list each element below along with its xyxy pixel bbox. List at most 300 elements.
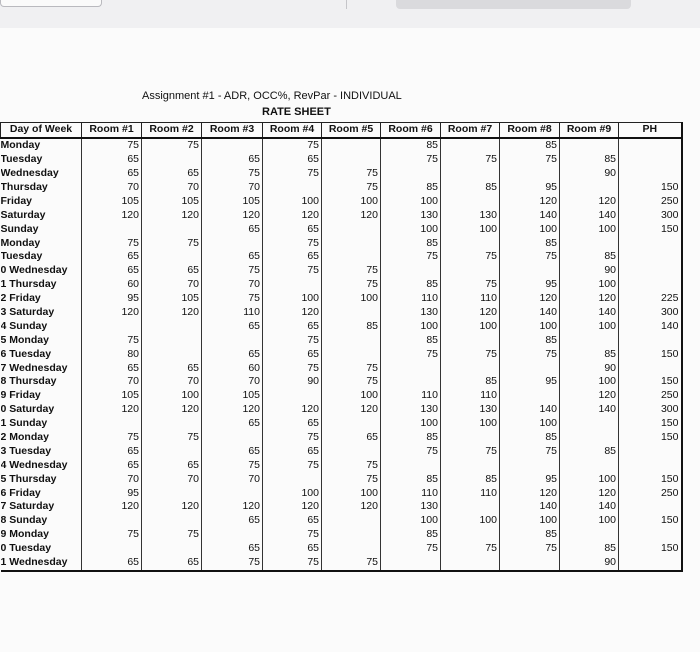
rate-cell[interactable]: 110: [202, 306, 263, 320]
rate-cell[interactable]: 300: [619, 403, 682, 417]
rate-cell[interactable]: 75: [322, 472, 381, 486]
rate-cell[interactable]: 70: [142, 181, 202, 195]
rate-cell[interactable]: 60: [82, 278, 142, 292]
rate-cell[interactable]: 65: [82, 444, 142, 458]
rate-cell[interactable]: 65: [263, 222, 322, 236]
rate-cell[interactable]: 140: [619, 319, 682, 333]
rate-cell[interactable]: 100: [560, 319, 619, 333]
rate-cell[interactable]: 120: [202, 208, 263, 222]
rate-cell[interactable]: 75: [500, 347, 560, 361]
rate-cell[interactable]: 65: [263, 250, 322, 264]
rate-cell[interactable]: 75: [202, 458, 263, 472]
rate-cell[interactable]: 65: [142, 167, 202, 181]
rate-cell[interactable]: 100: [381, 514, 441, 528]
rate-cell[interactable]: 70: [142, 375, 202, 389]
rate-cell[interactable]: 75: [381, 250, 441, 264]
rate-cell[interactable]: 90: [263, 375, 322, 389]
rate-cell[interactable]: [322, 347, 381, 361]
rate-cell[interactable]: 75: [322, 556, 381, 571]
rate-cell[interactable]: 100: [500, 514, 560, 528]
rate-cell[interactable]: 100: [560, 222, 619, 236]
rate-cell[interactable]: 100: [381, 319, 441, 333]
rate-cell[interactable]: 70: [202, 472, 263, 486]
rate-cell[interactable]: 100: [322, 292, 381, 306]
rate-cell[interactable]: 75: [500, 153, 560, 167]
rate-cell[interactable]: [560, 417, 619, 431]
rate-cell[interactable]: 150: [619, 347, 682, 361]
rate-cell[interactable]: 100: [381, 194, 441, 208]
rate-cell[interactable]: [381, 167, 441, 181]
rate-cell[interactable]: 75: [263, 138, 322, 153]
rate-cell[interactable]: 65: [202, 514, 263, 528]
rate-cell[interactable]: 65: [82, 264, 142, 278]
rate-cell[interactable]: 120: [500, 292, 560, 306]
rate-cell[interactable]: 100: [322, 486, 381, 500]
rate-cell[interactable]: 85: [381, 333, 441, 347]
rate-cell[interactable]: 75: [202, 556, 263, 571]
rate-cell[interactable]: [500, 389, 560, 403]
rate-cell[interactable]: 250: [619, 194, 682, 208]
rate-cell[interactable]: [322, 138, 381, 153]
rate-cell[interactable]: 65: [202, 347, 263, 361]
day-cell[interactable]: 8 Thursday: [1, 375, 82, 389]
day-cell[interactable]: 2 Friday: [1, 292, 82, 306]
rate-cell[interactable]: 75: [142, 236, 202, 250]
rate-cell[interactable]: [322, 222, 381, 236]
rate-cell[interactable]: 65: [202, 417, 263, 431]
rate-cell[interactable]: 120: [142, 208, 202, 222]
rate-cell[interactable]: [322, 528, 381, 542]
rate-cell[interactable]: [619, 278, 682, 292]
day-cell[interactable]: 6 Friday: [1, 486, 82, 500]
rate-cell[interactable]: [142, 486, 202, 500]
rate-cell[interactable]: 75: [263, 333, 322, 347]
rate-cell[interactable]: [619, 264, 682, 278]
rate-cell[interactable]: [441, 556, 500, 571]
rate-cell[interactable]: [441, 333, 500, 347]
rate-cell[interactable]: [560, 431, 619, 445]
rate-cell[interactable]: [202, 486, 263, 500]
rate-cell[interactable]: 85: [560, 444, 619, 458]
rate-cell[interactable]: 120: [560, 194, 619, 208]
rate-cell[interactable]: [263, 389, 322, 403]
rate-cell[interactable]: [82, 319, 142, 333]
rate-cell[interactable]: 120: [560, 389, 619, 403]
rate-cell[interactable]: [322, 444, 381, 458]
day-cell[interactable]: 1 Thursday: [1, 278, 82, 292]
rate-cell[interactable]: [142, 250, 202, 264]
rate-cell[interactable]: 85: [381, 431, 441, 445]
rate-cell[interactable]: 65: [263, 444, 322, 458]
rate-cell[interactable]: 100: [263, 486, 322, 500]
rate-cell[interactable]: [263, 181, 322, 195]
rate-cell[interactable]: 70: [82, 181, 142, 195]
rate-cell[interactable]: 120: [263, 208, 322, 222]
rate-cell[interactable]: 85: [381, 528, 441, 542]
rate-cell[interactable]: 150: [619, 417, 682, 431]
rate-cell[interactable]: 65: [82, 361, 142, 375]
rate-cell[interactable]: [263, 472, 322, 486]
rate-cell[interactable]: [560, 138, 619, 153]
rate-cell[interactable]: 85: [560, 153, 619, 167]
rate-cell[interactable]: 105: [82, 389, 142, 403]
rate-cell[interactable]: 100: [560, 375, 619, 389]
rate-cell[interactable]: 130: [381, 403, 441, 417]
rate-cell[interactable]: [142, 347, 202, 361]
rate-cell[interactable]: [441, 264, 500, 278]
rate-cell[interactable]: 130: [381, 306, 441, 320]
rate-cell[interactable]: 65: [263, 542, 322, 556]
day-cell[interactable]: 3 Tuesday: [1, 444, 82, 458]
rate-cell[interactable]: 75: [142, 138, 202, 153]
rate-cell[interactable]: 65: [263, 347, 322, 361]
rate-cell[interactable]: [441, 431, 500, 445]
search-field[interactable]: [396, 0, 631, 9]
rate-cell[interactable]: [500, 458, 560, 472]
rate-cell[interactable]: [619, 236, 682, 250]
rate-cell[interactable]: [560, 333, 619, 347]
day-cell[interactable]: 2 Monday: [1, 431, 82, 445]
rate-cell[interactable]: 100: [500, 417, 560, 431]
rate-cell[interactable]: [202, 431, 263, 445]
rate-cell[interactable]: 70: [142, 472, 202, 486]
rate-cell[interactable]: 65: [82, 556, 142, 571]
day-cell[interactable]: 8 Sunday: [1, 514, 82, 528]
rate-cell[interactable]: 70: [202, 375, 263, 389]
rate-cell[interactable]: 70: [202, 181, 263, 195]
day-cell[interactable]: 6 Tuesday: [1, 347, 82, 361]
rate-cell[interactable]: 105: [202, 389, 263, 403]
rate-cell[interactable]: 75: [263, 528, 322, 542]
rate-cell[interactable]: [381, 458, 441, 472]
rate-cell[interactable]: 105: [142, 292, 202, 306]
rate-cell[interactable]: 225: [619, 292, 682, 306]
rate-cell[interactable]: 100: [560, 472, 619, 486]
rate-cell[interactable]: [500, 361, 560, 375]
rate-cell[interactable]: [142, 153, 202, 167]
rate-cell[interactable]: [381, 375, 441, 389]
rate-cell[interactable]: [142, 514, 202, 528]
rate-cell[interactable]: 60: [202, 361, 263, 375]
rate-cell[interactable]: 120: [142, 403, 202, 417]
rate-cell[interactable]: [142, 333, 202, 347]
rate-cell[interactable]: 75: [322, 167, 381, 181]
rate-cell[interactable]: 120: [500, 194, 560, 208]
day-cell[interactable]: Monday: [1, 236, 82, 250]
rate-cell[interactable]: [263, 278, 322, 292]
rate-cell[interactable]: [619, 444, 682, 458]
rate-cell[interactable]: 70: [142, 278, 202, 292]
rate-cell[interactable]: [381, 361, 441, 375]
rate-cell[interactable]: 100: [500, 222, 560, 236]
rate-cell[interactable]: 75: [263, 431, 322, 445]
rate-cell[interactable]: 110: [381, 292, 441, 306]
rate-cell[interactable]: 65: [82, 167, 142, 181]
rate-cell[interactable]: 65: [202, 250, 263, 264]
rate-cell[interactable]: 110: [441, 389, 500, 403]
rate-cell[interactable]: [441, 194, 500, 208]
rate-cell[interactable]: 90: [560, 264, 619, 278]
rate-cell[interactable]: 75: [441, 542, 500, 556]
rate-cell[interactable]: 75: [322, 264, 381, 278]
rate-cell[interactable]: [322, 542, 381, 556]
day-cell[interactable]: 0 Wednesday: [1, 264, 82, 278]
rate-cell[interactable]: 75: [263, 167, 322, 181]
rate-cell[interactable]: 95: [500, 375, 560, 389]
rate-cell[interactable]: 75: [263, 556, 322, 571]
rate-cell[interactable]: 140: [560, 500, 619, 514]
rate-cell[interactable]: 100: [263, 194, 322, 208]
rate-cell[interactable]: 75: [82, 236, 142, 250]
rate-cell[interactable]: 90: [560, 556, 619, 571]
rate-cell[interactable]: [619, 250, 682, 264]
rate-cell[interactable]: [619, 333, 682, 347]
rate-cell[interactable]: 100: [322, 194, 381, 208]
rate-cell[interactable]: 65: [202, 444, 263, 458]
rate-cell[interactable]: 140: [500, 306, 560, 320]
rate-cell[interactable]: 75: [500, 250, 560, 264]
rate-cell[interactable]: 65: [202, 319, 263, 333]
rate-cell[interactable]: [142, 417, 202, 431]
day-cell[interactable]: 9 Friday: [1, 389, 82, 403]
rate-cell[interactable]: 250: [619, 486, 682, 500]
rate-cell[interactable]: 65: [263, 319, 322, 333]
rate-cell[interactable]: 75: [263, 458, 322, 472]
rate-cell[interactable]: 120: [560, 292, 619, 306]
rate-cell[interactable]: 75: [381, 153, 441, 167]
rate-cell[interactable]: [619, 361, 682, 375]
rate-cell[interactable]: 85: [381, 181, 441, 195]
rate-cell[interactable]: [322, 153, 381, 167]
rate-cell[interactable]: 120: [322, 500, 381, 514]
day-cell[interactable]: Thursday: [1, 181, 82, 195]
rate-cell[interactable]: 65: [82, 153, 142, 167]
rate-cell[interactable]: 140: [560, 403, 619, 417]
rate-cell[interactable]: 90: [560, 361, 619, 375]
day-cell[interactable]: 3 Saturday: [1, 306, 82, 320]
rate-cell[interactable]: 75: [322, 278, 381, 292]
rate-cell[interactable]: 85: [560, 542, 619, 556]
rate-cell[interactable]: 120: [263, 403, 322, 417]
rate-cell[interactable]: 80: [82, 347, 142, 361]
rate-cell[interactable]: [441, 138, 500, 153]
rate-cell[interactable]: 120: [441, 306, 500, 320]
rate-cell[interactable]: 85: [560, 250, 619, 264]
rate-cell[interactable]: [560, 181, 619, 195]
rate-cell[interactable]: 75: [500, 444, 560, 458]
rate-cell[interactable]: [322, 306, 381, 320]
rate-cell[interactable]: 65: [263, 514, 322, 528]
rate-cell[interactable]: [202, 138, 263, 153]
rate-cell[interactable]: [619, 167, 682, 181]
rate-cell[interactable]: 85: [560, 347, 619, 361]
rate-cell[interactable]: 75: [82, 528, 142, 542]
rate-cell[interactable]: [82, 542, 142, 556]
rate-cell[interactable]: 65: [142, 264, 202, 278]
rate-cell[interactable]: 75: [263, 264, 322, 278]
rate-cell[interactable]: [202, 236, 263, 250]
rate-cell[interactable]: [322, 333, 381, 347]
day-cell[interactable]: Wednesday: [1, 167, 82, 181]
rate-cell[interactable]: 100: [441, 319, 500, 333]
rate-cell[interactable]: 100: [381, 222, 441, 236]
rate-cell[interactable]: 140: [500, 208, 560, 222]
rate-cell[interactable]: [202, 528, 263, 542]
rate-cell[interactable]: 105: [82, 194, 142, 208]
day-cell[interactable]: 0 Saturday: [1, 403, 82, 417]
rate-cell[interactable]: 120: [263, 306, 322, 320]
rate-cell[interactable]: [619, 556, 682, 571]
rate-cell[interactable]: [82, 514, 142, 528]
rate-cell[interactable]: 70: [82, 472, 142, 486]
day-cell[interactable]: 1 Sunday: [1, 417, 82, 431]
rate-cell[interactable]: 140: [560, 208, 619, 222]
rate-cell[interactable]: 100: [500, 319, 560, 333]
rate-cell[interactable]: 75: [142, 431, 202, 445]
day-cell[interactable]: 7 Saturday: [1, 500, 82, 514]
rate-cell[interactable]: 95: [82, 486, 142, 500]
rate-cell[interactable]: 100: [441, 514, 500, 528]
rate-cell[interactable]: [619, 500, 682, 514]
rate-cell[interactable]: 75: [322, 181, 381, 195]
rate-cell[interactable]: 120: [202, 500, 263, 514]
day-cell[interactable]: Saturday: [1, 208, 82, 222]
rate-cell[interactable]: 120: [560, 486, 619, 500]
rate-cell[interactable]: 65: [202, 153, 263, 167]
rate-cell[interactable]: 75: [322, 458, 381, 472]
rate-cell[interactable]: 140: [560, 306, 619, 320]
rate-cell[interactable]: 75: [322, 361, 381, 375]
rate-cell[interactable]: 300: [619, 208, 682, 222]
rate-cell[interactable]: [142, 444, 202, 458]
rate-cell[interactable]: 140: [500, 403, 560, 417]
rate-cell[interactable]: 120: [82, 500, 142, 514]
rate-cell[interactable]: 75: [441, 153, 500, 167]
rate-cell[interactable]: 140: [500, 500, 560, 514]
rate-cell[interactable]: 90: [560, 167, 619, 181]
rate-cell[interactable]: 75: [441, 278, 500, 292]
rate-cell[interactable]: 120: [322, 208, 381, 222]
rate-cell[interactable]: 75: [381, 347, 441, 361]
rate-cell[interactable]: 75: [82, 333, 142, 347]
rate-cell[interactable]: [619, 138, 682, 153]
rate-cell[interactable]: 120: [142, 500, 202, 514]
rate-cell[interactable]: 120: [142, 306, 202, 320]
rate-cell[interactable]: [560, 458, 619, 472]
rate-cell[interactable]: 95: [500, 181, 560, 195]
rate-cell[interactable]: 85: [381, 472, 441, 486]
rate-cell[interactable]: 100: [322, 389, 381, 403]
rate-cell[interactable]: 130: [441, 403, 500, 417]
rate-cell[interactable]: [560, 236, 619, 250]
rate-cell[interactable]: 75: [322, 375, 381, 389]
rate-cell[interactable]: 100: [142, 389, 202, 403]
rate-cell[interactable]: 95: [82, 292, 142, 306]
day-cell[interactable]: 1 Wednesday: [1, 556, 82, 571]
rate-cell[interactable]: 85: [500, 528, 560, 542]
rate-cell[interactable]: 85: [381, 236, 441, 250]
rate-cell[interactable]: 120: [82, 403, 142, 417]
day-cell[interactable]: 4 Wednesday: [1, 458, 82, 472]
rate-cell[interactable]: 85: [500, 333, 560, 347]
rate-cell[interactable]: [619, 528, 682, 542]
rate-cell[interactable]: 120: [82, 306, 142, 320]
day-cell[interactable]: 5 Monday: [1, 333, 82, 347]
rate-cell[interactable]: 95: [500, 278, 560, 292]
rate-cell[interactable]: 85: [500, 431, 560, 445]
rate-cell[interactable]: 100: [560, 278, 619, 292]
rate-cell[interactable]: 150: [619, 431, 682, 445]
rate-cell[interactable]: [322, 514, 381, 528]
rate-cell[interactable]: [441, 236, 500, 250]
rate-cell[interactable]: 75: [82, 138, 142, 153]
rate-cell[interactable]: 130: [381, 208, 441, 222]
rate-cell[interactable]: 85: [322, 319, 381, 333]
day-cell[interactable]: Monday: [1, 138, 82, 153]
rate-cell[interactable]: 150: [619, 514, 682, 528]
rate-cell[interactable]: 85: [441, 181, 500, 195]
rate-cell[interactable]: 75: [441, 347, 500, 361]
rate-cell[interactable]: 65: [202, 222, 263, 236]
rate-cell[interactable]: 130: [441, 208, 500, 222]
rate-cell[interactable]: 65: [263, 153, 322, 167]
rate-cell[interactable]: 65: [322, 431, 381, 445]
rate-cell[interactable]: 110: [381, 389, 441, 403]
rate-cell[interactable]: 150: [619, 222, 682, 236]
day-cell[interactable]: 5 Thursday: [1, 472, 82, 486]
rate-cell[interactable]: 85: [441, 472, 500, 486]
day-cell[interactable]: 4 Sunday: [1, 319, 82, 333]
rate-cell[interactable]: [322, 236, 381, 250]
rate-cell[interactable]: 70: [202, 278, 263, 292]
rate-cell[interactable]: [322, 417, 381, 431]
rate-cell[interactable]: 70: [82, 375, 142, 389]
rate-cell[interactable]: 75: [82, 431, 142, 445]
rate-cell[interactable]: [441, 528, 500, 542]
rate-cell[interactable]: 85: [441, 375, 500, 389]
rate-cell[interactable]: [560, 528, 619, 542]
day-cell[interactable]: 7 Wednesday: [1, 361, 82, 375]
rate-cell[interactable]: 100: [441, 417, 500, 431]
rate-cell[interactable]: 75: [263, 361, 322, 375]
rate-cell[interactable]: [142, 542, 202, 556]
address-field[interactable]: [0, 0, 102, 7]
day-cell[interactable]: Sunday: [1, 222, 82, 236]
rate-cell[interactable]: 110: [441, 292, 500, 306]
rate-cell[interactable]: [619, 153, 682, 167]
rate-cell[interactable]: 75: [142, 528, 202, 542]
rate-cell[interactable]: 85: [381, 138, 441, 153]
rate-cell[interactable]: 95: [500, 472, 560, 486]
rate-cell[interactable]: [82, 222, 142, 236]
rate-cell[interactable]: 75: [500, 542, 560, 556]
rate-cell[interactable]: 85: [500, 138, 560, 153]
rate-cell[interactable]: 130: [381, 500, 441, 514]
day-cell[interactable]: Tuesday: [1, 250, 82, 264]
rate-cell[interactable]: [202, 333, 263, 347]
day-cell[interactable]: 9 Monday: [1, 528, 82, 542]
rate-cell[interactable]: [619, 458, 682, 472]
rate-cell[interactable]: 65: [142, 458, 202, 472]
rate-cell[interactable]: [441, 361, 500, 375]
rate-cell[interactable]: 150: [619, 181, 682, 195]
rate-cell[interactable]: [381, 556, 441, 571]
rate-cell[interactable]: [322, 250, 381, 264]
rate-cell[interactable]: 120: [500, 486, 560, 500]
rate-cell[interactable]: 120: [202, 403, 263, 417]
rate-cell[interactable]: 65: [142, 361, 202, 375]
rate-cell[interactable]: 65: [82, 250, 142, 264]
